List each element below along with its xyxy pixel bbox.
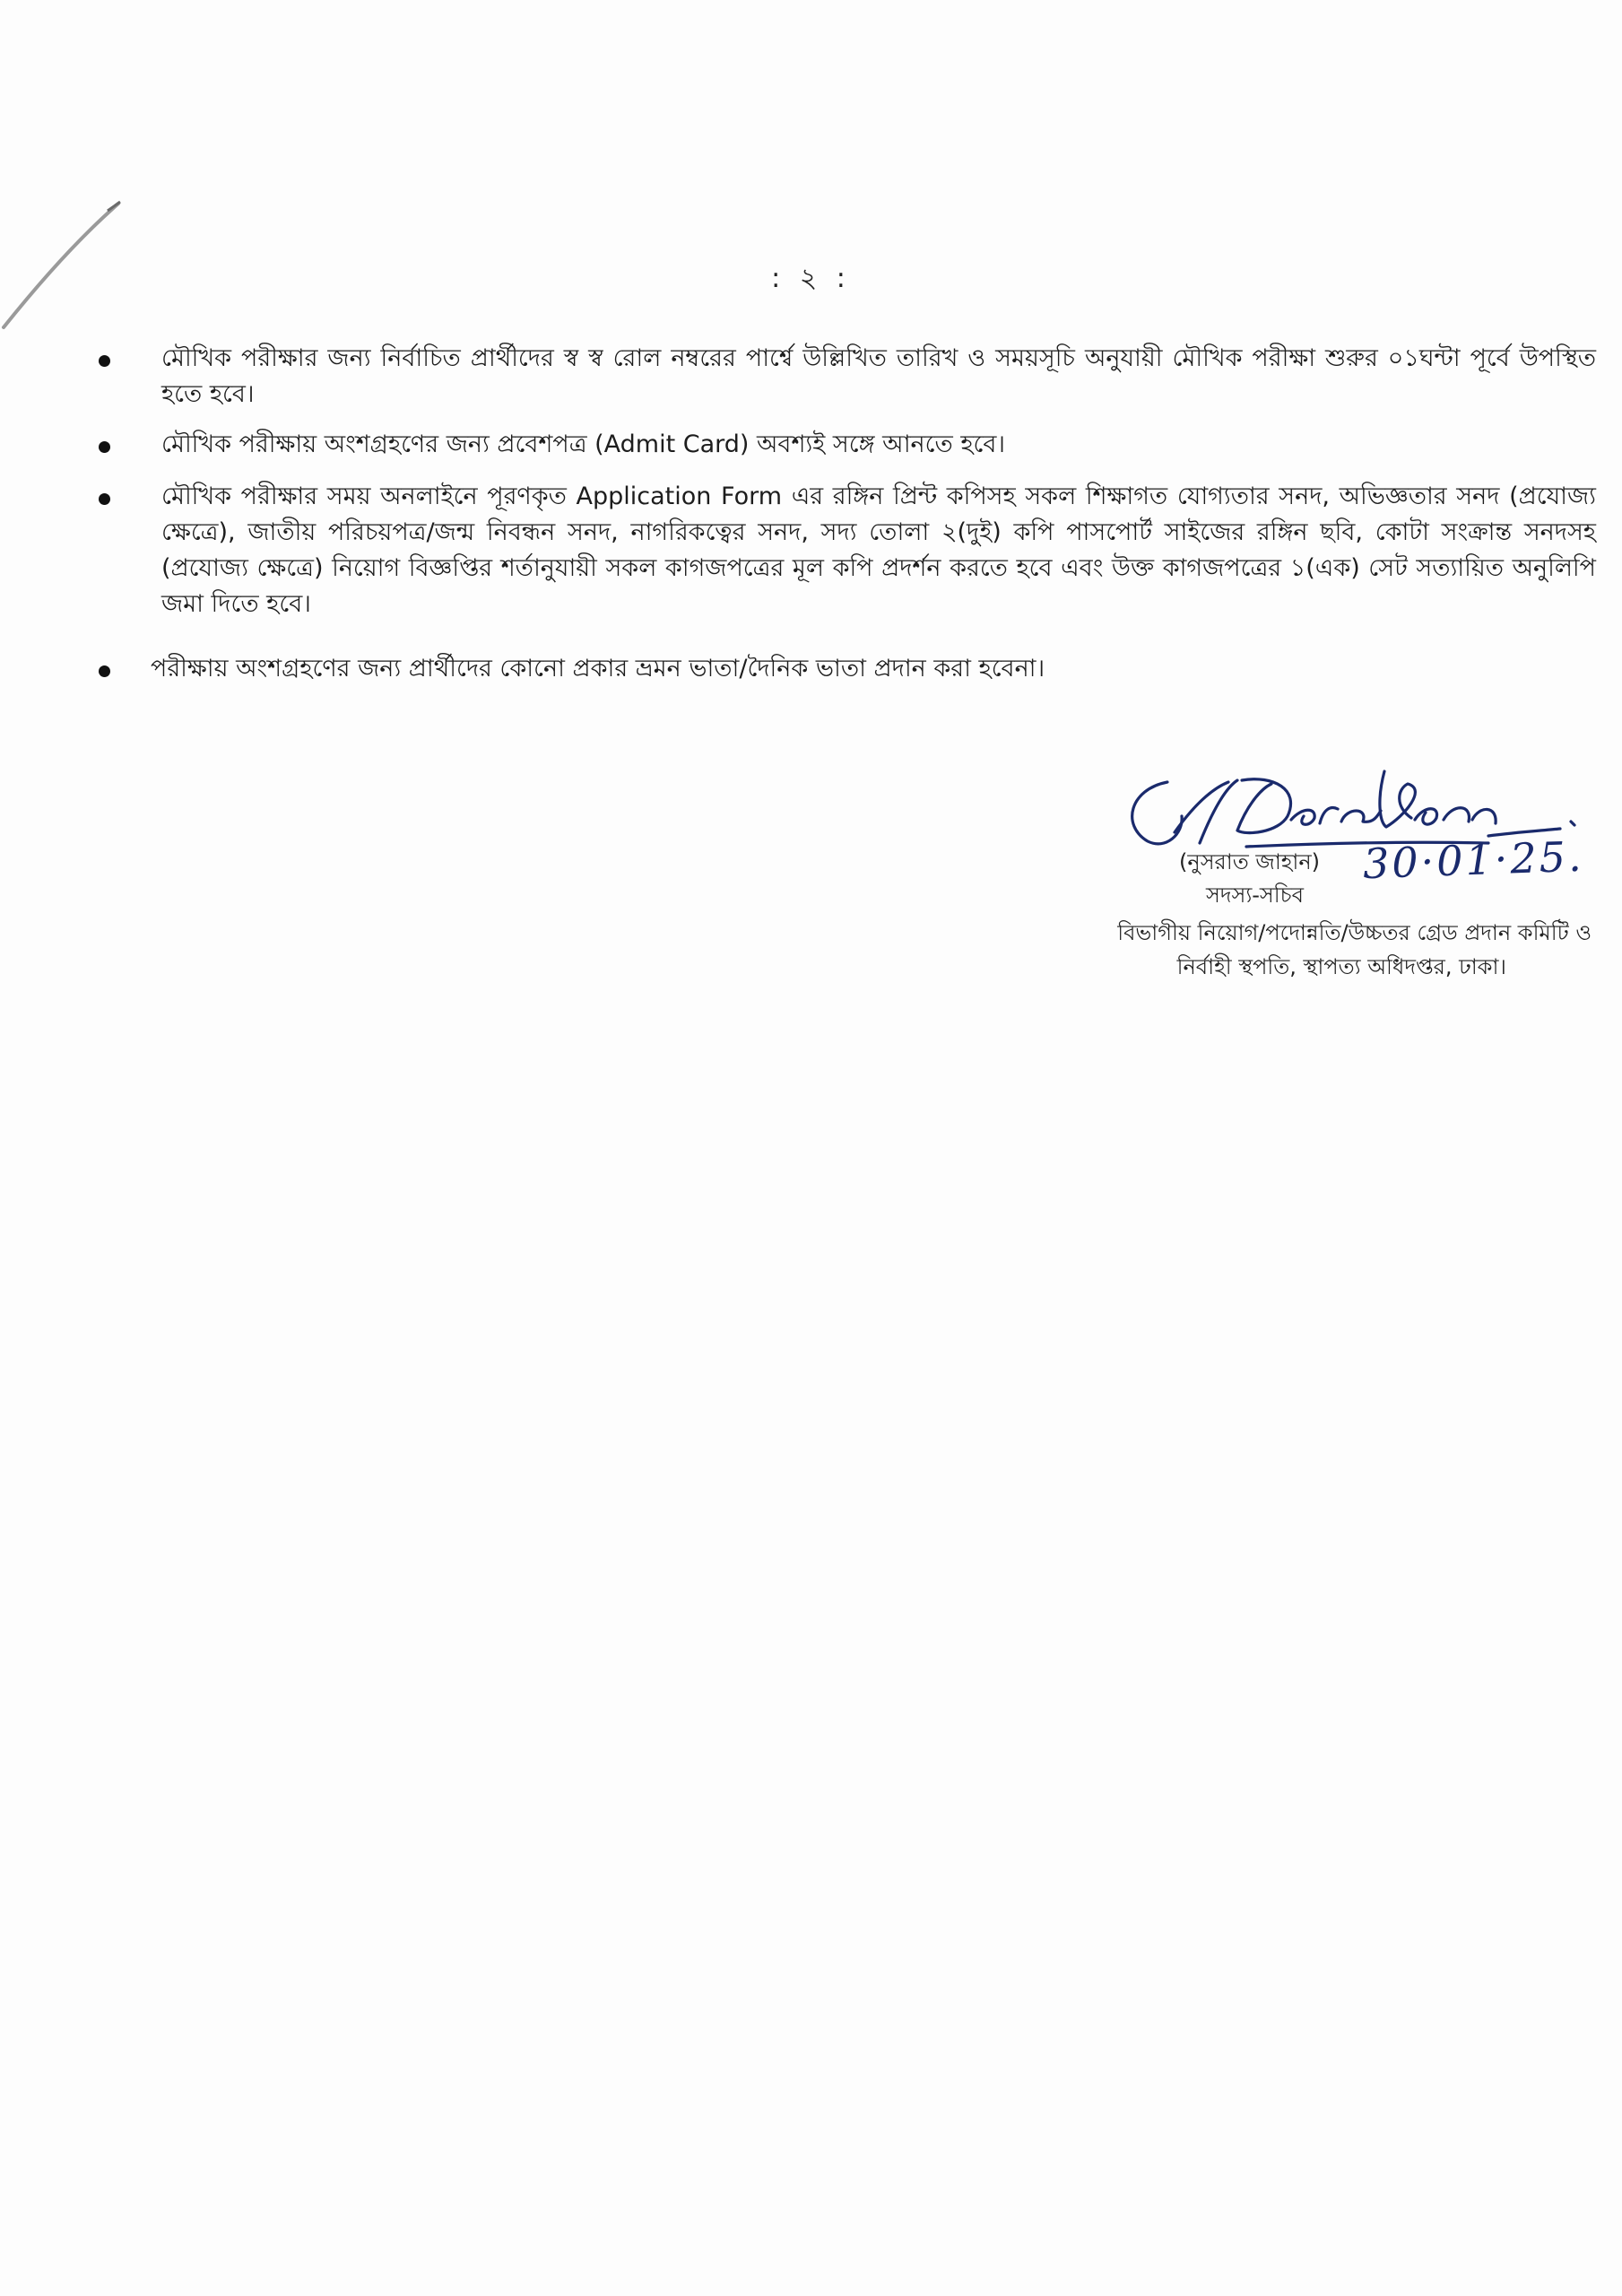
- signer-committee: বিভাগীয় নিয়োগ/পদোন্নতি/উচ্চতর গ্রেড প্রদান কমিটি ও: [1117, 920, 1592, 945]
- page-number: : ২ :: [771, 263, 851, 294]
- signer-office: নির্বাহী স্থপতি, স্থাপত্য অধিদপ্তর, ঢাকা।: [1176, 954, 1506, 979]
- bullet-icon: [99, 441, 110, 453]
- list-item-text: মৌখিক পরীক্ষার সময় অনলাইনে পূরণকৃত Application Form এর রঙ্গিন প্রিন্ট কপিসহ সকল শিক্ষাগত যোগ্যতার সনদ, অভিজ্ঞতার সনদ (প্রযোজ্য ক্ষেত্রে), জাতীয় পরিচয়পত্র/জন্ম নিবন্ধন সনদ, নাগরিকত্বের সনদ, সদ্য তোলা ২(দুই) কপি পাসপোর্ট সাইজের রঙ্গিন ছবি, কোটা সংক্রান্ত সনদসহ (প্রযোজ্য ক্ষেত্রে) নিয়োগ বিজ্ঞপ্তির শর্তানুযায়ী সকল কাগজপত্রের মূল কপি প্রদর্শন করতে হবে এবং উক্ত কাগজপত্রের ১(এক) সেট সত্যায়িত অনুলিপি জমা দিতে হবে।: [161, 483, 1596, 618]
- instruction-list: [90, 341, 1596, 687]
- signature-date: 30·01·25.: [1362, 831, 1585, 889]
- list-item-text: মৌখিক পরীক্ষার জন্য নির্বাচিত প্রার্থীদের স্ব স্ব রোল নম্বরের পার্শ্বে উল্লিখিত তারিখ ও সময়সূচি অনুযায়ী মৌখিক পরীক্ষা শুরুর ০১ঘন্টা পূর্বে উপস্থিত হতে হবে।: [161, 344, 1596, 408]
- bullet-icon: [99, 665, 110, 677]
- list-item-text: পরীক্ষায় অংশগ্রহণের জন্য প্রার্থীদের কোনো প্রকার ভ্রমন ভাতা/দৈনিক ভাতা প্রদান করা হবেনা।: [151, 655, 1045, 683]
- bullet-icon: [99, 355, 110, 367]
- signer-designation: সদস্য-সচিব: [1206, 883, 1304, 908]
- bullet-icon: [99, 493, 110, 505]
- list-item-text: মৌখিক পরীক্ষায় অংশগ্রহণের জন্য প্রবেশপত্র (Admit Card) অবশ্যই সঙ্গে আনতে হবে।: [161, 430, 1006, 458]
- signature-block: [977, 753, 1605, 987]
- handwritten-signature: [1112, 753, 1596, 906]
- list-item: [90, 341, 1596, 413]
- signer-name: (নুসরাত জাহান): [1179, 849, 1321, 874]
- list-item: [90, 479, 1596, 622]
- list-item: [90, 427, 1596, 463]
- list-item: [90, 651, 1596, 687]
